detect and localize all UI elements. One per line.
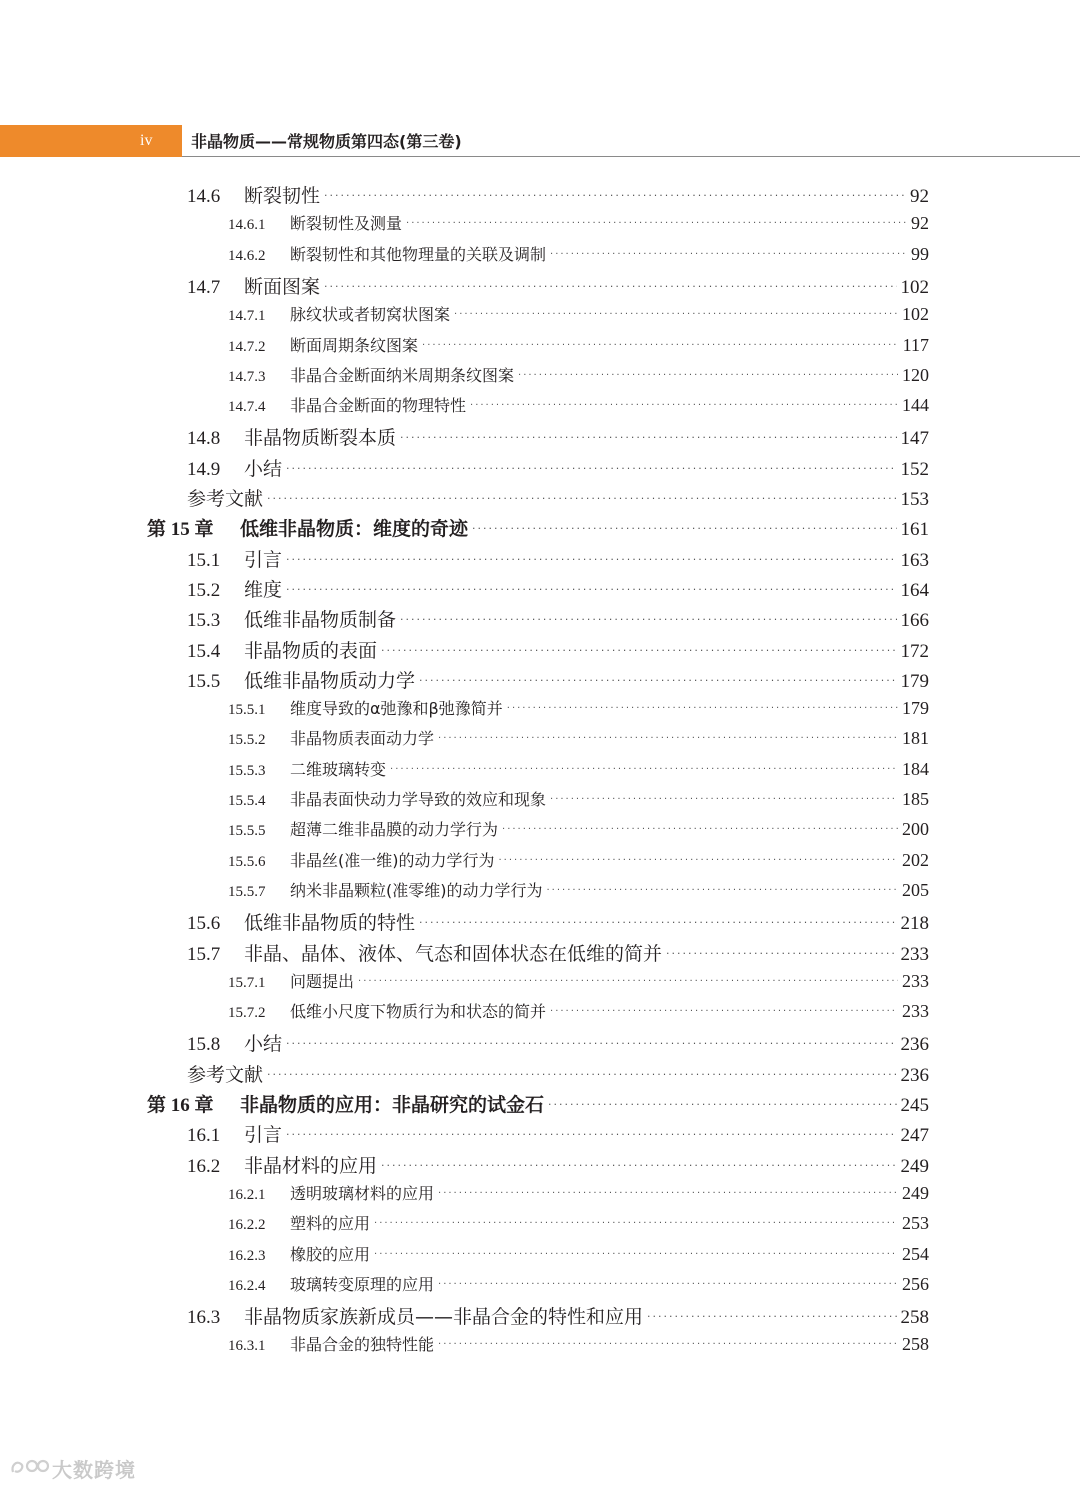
toc-entry-number: 14.7.1 [228,308,266,325]
toc-page-number: 253 [902,1213,929,1234]
toc-entry-number: 16.3 [187,1307,221,1329]
toc-entry-title: 非晶丝(准一维)的动力学行为 [290,850,495,870]
toc-leader-dots [547,885,899,896]
toc-entry-title: 维度 [244,578,283,601]
toc-entry-title: 低维非晶物质动力学 [244,669,416,692]
toc-entry-title: 断裂韧性 [244,185,321,207]
toc-entry-title: 塑料的应用 [290,1214,371,1234]
toc-leader-dots [438,1279,898,1290]
toc-entry-number: 15.5.2 [228,732,266,749]
toc-page-number: 202 [902,849,929,870]
toc-chapter-row[interactable] [147,514,929,541]
toc-subsection-row[interactable] [228,787,929,810]
toc-page-number: 166 [900,610,929,632]
toc-entry-number: 16.1 [187,1125,221,1147]
toc-leader-dots [324,280,896,293]
toc-section-row[interactable] [187,484,929,511]
toc-entry-number: 14.6 [187,186,221,207]
toc-entry-number: 15.4 [187,640,221,662]
toc-entry-number: 14.7.3 [228,368,266,385]
toc-subsection-row[interactable] [228,999,929,1022]
toc-entry-title: 低维非晶物质的特性 [244,912,416,935]
toc-entry-title: 非晶物质的表面 [244,639,378,662]
toc-entry-number: 14.7.2 [228,338,266,355]
toc-entry-number: 15.5.5 [228,823,266,840]
toc-entry-title: 非晶物质断裂本质 [244,427,397,450]
toc-page-number: 236 [900,1064,929,1086]
toc-entry-title: 非晶物质家族新成员——非晶合金的特性和应用 [244,1306,644,1329]
toc-page-number: 247 [900,1125,929,1147]
toc-entry-title: 低维小尺度下物质行为和状态的简并 [290,1002,547,1022]
watermark-logo-icon [10,1458,50,1476]
toc-section-row[interactable] [187,272,929,299]
toc-subsection-row[interactable] [228,1272,929,1295]
toc-entry-title: 断裂韧性及测量 [290,214,403,234]
toc-page-number: 256 [902,1273,929,1294]
toc-page-number: 233 [902,1001,929,1022]
toc-leader-dots [390,764,898,775]
toc-entry-title: 问题提出 [290,971,355,991]
toc-entry-number: 14.8 [187,428,221,450]
toc-entry-number: 15.7.2 [228,1005,266,1022]
toc-entry-title: 非晶合金断面的物理特性 [290,396,467,416]
toc-leader-dots [267,1068,896,1081]
toc-entry-number: 16.2.1 [228,1186,266,1203]
toc-leader-dots [400,613,896,626]
toc-section-row[interactable] [187,939,929,966]
toc-entry-title: 非晶材料的应用 [244,1154,378,1177]
toc-entry-number: 15.5.6 [228,853,266,870]
toc-entry-number: 14.9 [187,458,221,480]
toc-subsection-row[interactable] [228,363,929,386]
toc-subsection-row[interactable] [228,302,929,325]
toc-page-number: 179 [902,698,929,719]
toc-chapter-row[interactable] [147,1090,929,1117]
toc-subsection-row[interactable] [228,726,929,749]
toc-section-row[interactable] [187,575,929,602]
toc-subsection-row[interactable] [228,1211,929,1234]
toc-leader-dots [422,340,899,351]
toc-page-number: 117 [902,334,929,355]
toc-entry-number: 15.6 [187,913,221,935]
toc-section-row[interactable] [187,181,929,208]
toc-entry-title: 断面图案 [244,275,321,298]
toc-entry-title: 小结 [244,1033,283,1056]
toc-entry-title: 小结 [244,457,283,480]
toc-entry-number: 14.6.1 [228,217,266,234]
toc-section-row[interactable] [187,1029,929,1056]
toc-page-number: 236 [900,1034,929,1056]
toc-subsection-row[interactable] [228,1332,929,1355]
toc-page-number: 233 [902,970,929,991]
toc-entry-title: 非晶物质表面动力学 [290,729,435,749]
toc-entry-number: 15.1 [187,549,221,571]
toc-entry-title: 二维玻璃转变 [290,759,387,779]
toc-entry-title: 透明玻璃材料的应用 [290,1183,435,1203]
toc-page-number: 164 [900,579,929,601]
toc-page-number: 153 [900,489,929,510]
toc-leader-dots [381,1159,896,1172]
toc-leader-dots [502,824,898,835]
toc-entry-number: 第 15 章 [147,519,214,541]
toc-subsection-row[interactable] [228,696,929,719]
toc-page-number: 152 [900,458,929,480]
toc-leader-dots [406,218,907,229]
watermark-text: 大数跨境 [52,1458,136,1482]
toc-leader-dots [507,703,898,714]
toc-page-number: 218 [900,913,929,935]
toc-leader-dots [438,733,898,744]
toc-leader-dots [286,1037,896,1050]
toc-entry-title: 橡胶的应用 [290,1244,371,1264]
toc-leader-dots [419,916,896,929]
toc-entry-number: 16.2.2 [228,1217,266,1234]
toc-subsection-row[interactable] [228,817,929,840]
page-number: iv [140,132,153,149]
toc-entry-number: 15.5 [187,670,221,692]
toc-entry-number: 16.2.3 [228,1247,266,1264]
toc-entry-number: 14.7.4 [228,399,266,416]
toc-leader-dots [550,1006,898,1017]
toc-page-number: 99 [911,243,929,264]
toc-section-row[interactable] [187,666,929,693]
toc-leader-dots [550,249,907,260]
toc-page-number: 181 [902,728,929,749]
toc-page-number: 92 [910,186,929,207]
toc-page-number: 102 [900,276,929,298]
toc-subsection-row[interactable] [228,333,929,356]
toc-section-row[interactable] [187,545,929,572]
toc-page-number: 254 [902,1243,929,1264]
toc-leader-dots [381,644,896,657]
toc-page-number: 233 [900,943,929,965]
toc-leader-dots [419,674,896,687]
running-header-title: 非晶物质——常规物质第四态(第三卷) [191,132,462,151]
toc-leader-dots [470,400,898,411]
toc-leader-dots [286,583,896,596]
toc-entry-number: 15.5.3 [228,762,266,779]
toc-entry-title: 脉纹状或者韧窝状图案 [290,305,451,325]
toc-subsection-row[interactable] [228,848,929,871]
toc-section-row[interactable] [187,1120,929,1147]
toc-page-number: 258 [902,1334,929,1355]
toc-entry-number: 14.6.2 [228,247,266,264]
toc-leader-dots [518,370,898,381]
toc-entry-number: 第 16 章 [147,1095,214,1116]
toc-entry-number: 16.2 [187,1155,221,1177]
toc-leader-dots [548,1098,896,1111]
toc-page-number: 120 [902,364,929,385]
toc-leader-dots [666,947,896,960]
toc-entry-title: 纳米非晶颗粒(准零维)的动力学行为 [290,880,543,900]
toc-entry-number: 16.2.4 [228,1277,266,1294]
toc-page-number: 144 [902,395,929,416]
toc-page-number: 102 [902,304,929,325]
toc-leader-dots [454,309,898,320]
toc-entry-number: 15.5.7 [228,883,266,900]
toc-subsection-row[interactable] [228,757,929,780]
toc-page-number: 185 [902,789,929,809]
toc-section-row[interactable] [187,1060,929,1087]
toc-entry-title: 低维非晶物质制备 [244,609,397,632]
toc-entry-number: 15.5.1 [228,702,266,719]
toc-leader-dots [550,794,898,805]
toc-page-number: 163 [900,549,929,571]
toc-leader-dots [267,492,896,505]
toc-entry-title: 非晶物质的应用：非晶研究的试金石 [240,1094,545,1116]
toc-page-number: 179 [900,670,929,692]
toc-entry-number: 14.7 [187,276,221,298]
toc-entry-title: 非晶合金断面纳米周期条纹图案 [290,365,515,385]
toc-leader-dots [286,462,896,475]
toc-leader-dots [374,1218,898,1229]
toc-subsection-row[interactable] [228,393,929,416]
toc-entry-title: 非晶合金的独特性能 [290,1335,435,1355]
toc-subsection-row[interactable] [228,969,929,992]
toc-subsection-row[interactable] [228,242,929,265]
toc-page-number: 258 [900,1307,929,1329]
toc-leader-dots [647,1310,896,1323]
toc-entry-title: 维度导致的α弛豫和β弛豫简并 [290,699,503,719]
header-rule [182,156,1080,157]
toc-entry-title: 参考文献 [187,488,264,510]
toc-section-row[interactable] [187,1151,929,1178]
toc-leader-dots [438,1188,898,1199]
toc-page-number: 184 [902,758,929,779]
toc-leader-dots [324,189,906,202]
toc-entry-title: 断裂韧性和其他物理量的关联及调制 [290,244,547,264]
toc-entry-title: 超薄二维非晶膜的动力学行为 [290,820,499,840]
toc-leader-dots [499,855,899,866]
toc-entry-title: 参考文献 [187,1063,264,1086]
toc-entry-title: 非晶表面快动力学导致的效应和现象 [290,790,547,809]
toc-section-row[interactable] [187,605,929,632]
toc-entry-number: 15.5.4 [228,793,266,809]
toc-leader-dots [472,522,896,535]
toc-section-row[interactable] [187,636,929,663]
toc-leader-dots [374,1249,898,1260]
toc-entry-title: 断面周期条纹图案 [290,335,419,355]
toc-entry-title: 低维非晶物质：维度的奇迹 [240,518,469,541]
toc-entry-number: 15.8 [187,1034,221,1056]
toc-page-number: 249 [900,1155,929,1177]
toc-section-row[interactable] [187,1302,929,1329]
toc-section-row[interactable] [187,454,929,481]
toc-entry-title: 玻璃转变原理的应用 [290,1274,435,1294]
toc-entry-title: 引言 [244,1124,283,1147]
toc-leader-dots [286,1128,896,1141]
toc-entry-number: 15.7 [187,943,221,965]
toc-section-row[interactable] [187,908,929,935]
toc-page-number: 249 [902,1182,929,1203]
toc-section-row[interactable] [187,423,929,450]
toc-page-number: 172 [900,640,929,662]
toc-entry-number: 15.7.1 [228,974,266,991]
toc-entry-title: 非晶、晶体、液体、气态和固体状态在低维的简并 [244,942,663,965]
toc-entry-number: 16.3.1 [228,1338,266,1355]
toc-leader-dots [438,1339,898,1350]
toc-subsection-row[interactable] [228,1242,929,1265]
toc-entry-number: 15.3 [187,610,221,632]
toc-subsection-row[interactable] [228,878,929,901]
toc-page-number: 92 [911,213,929,234]
toc-leader-dots [400,431,896,444]
toc-entry-title: 引言 [244,548,283,571]
toc-leader-dots [286,553,896,566]
toc-page-number: 245 [900,1095,929,1116]
toc-page-number: 205 [902,879,929,900]
toc-subsection-row[interactable] [228,211,929,234]
toc-page-number: 147 [900,428,929,450]
toc-page-number: 161 [900,519,929,541]
toc-subsection-row[interactable] [228,1181,929,1204]
toc-page-number: 200 [902,819,929,840]
toc-leader-dots [358,976,898,987]
toc-entry-number: 15.2 [187,579,221,601]
